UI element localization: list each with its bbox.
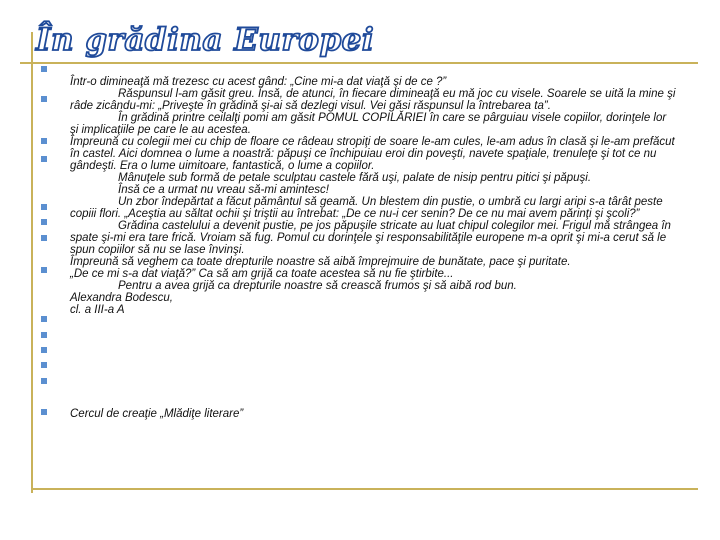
paragraph: Împreună cu colegii mei cu chip de floare ce râdeau stropiţi de soare le-am cules, le-am adus în clasă şi le-am prefăcut în castel. Aici domnea o lume a noastră: păpuşi ce închipuiau eroi din poveşti, navete spaţiale, trenuleţe şi tot ce nu gândeşti. Era o lume uimitoare, fantastică, o lume a copiilor. <box>70 136 675 172</box>
paragraph: Într-o dimineaţă mă trezesc cu acest gând: „Cine mi-a dat viaţă şi de ce ?” <box>70 76 447 88</box>
bullet-icon <box>41 347 47 353</box>
paragraph: Răspunsul l-am găsit greu. Însă, de atunci, în fiecare dimineaţă eu mă joc cu visele. Soarele se uită la mine şi râde zicându-mi: „Priveşte în grădină şi-ai să dezlegi visul. Vei găsi răspunsul la întrebarea ta”. <box>70 88 676 112</box>
bullet-icon <box>41 204 47 210</box>
paragraph: Pentru a avea grijă ca drepturile noastre să crească frumos şi să aibă rod bun. <box>118 280 517 292</box>
paragraph: Împreună să veghem ca toate drepturile noastre să aibă împrejmuire de bunătate, pace şi puritate. <box>70 256 571 268</box>
paragraph: Un zbor îndepărtat a făcut pământul să geamă. Un blestem din pustie, o umbră cu largi aripi s-a târât peste copiii flori. „Aceştia au săltat ochii şi triştii au întrebat: „De ce nu-i cer senin? De ce nu mai avem părinţi şi şcoli?” <box>70 196 663 220</box>
bullet-icon <box>41 235 47 241</box>
author-class: cl. a III-a A <box>70 304 125 316</box>
bullet-icon <box>41 332 47 338</box>
club-credit: Cercul de creaţie „Mlădiţe literare” <box>70 408 244 420</box>
frame-bottom-line <box>31 488 698 490</box>
bullet-icon <box>41 409 47 415</box>
bullet-icon <box>41 267 47 273</box>
paragraph: „De ce mi s-a dat viaţă?” Ca să am grijă ca toate acestea să nu fie ştirbite... <box>70 268 454 280</box>
bullet-icon <box>41 138 47 144</box>
bullet-icon <box>41 66 47 72</box>
bullet-icon <box>41 96 47 102</box>
story-text <box>70 76 676 316</box>
paragraph: Însă ce a urmat nu vreau să-mi amintesc! <box>118 184 329 196</box>
bullet-icon <box>41 316 47 322</box>
bullet-icon <box>41 378 47 384</box>
paragraph: Mânuţele sub formă de petale sculptau castele fără uşi, palate de nisip pentru pitici şi păpuşi. <box>118 172 592 184</box>
bullet-icon <box>41 219 47 225</box>
paragraph: În grădină printre ceilalţi pomi am găsit POMUL COPILĂRIEI în care se pârguiau visele copiilor, dorinţele lor şi implicaţiile pe care le au acestea. <box>70 112 667 136</box>
bullet-icon <box>41 362 47 368</box>
bullet-icon <box>41 156 47 162</box>
author-name: Alexandra Bodescu, <box>70 292 173 304</box>
slide-title: În grădina Europei <box>36 22 375 58</box>
frame-top-line <box>20 62 698 64</box>
paragraph: Grădina castelului a devenit pustie, pe jos păpuşile stricate au luat chipul colegilor mei. Frigul mă strângea în spate şi-mi era tare frică. Vroiam să fug. Pomul cu dorinţele şi responsabilităţile europene m-a oprit şi mi-a cerut să le spun copiilor să nu se lase învinşi. <box>70 220 671 256</box>
frame-vertical-line <box>31 32 33 493</box>
